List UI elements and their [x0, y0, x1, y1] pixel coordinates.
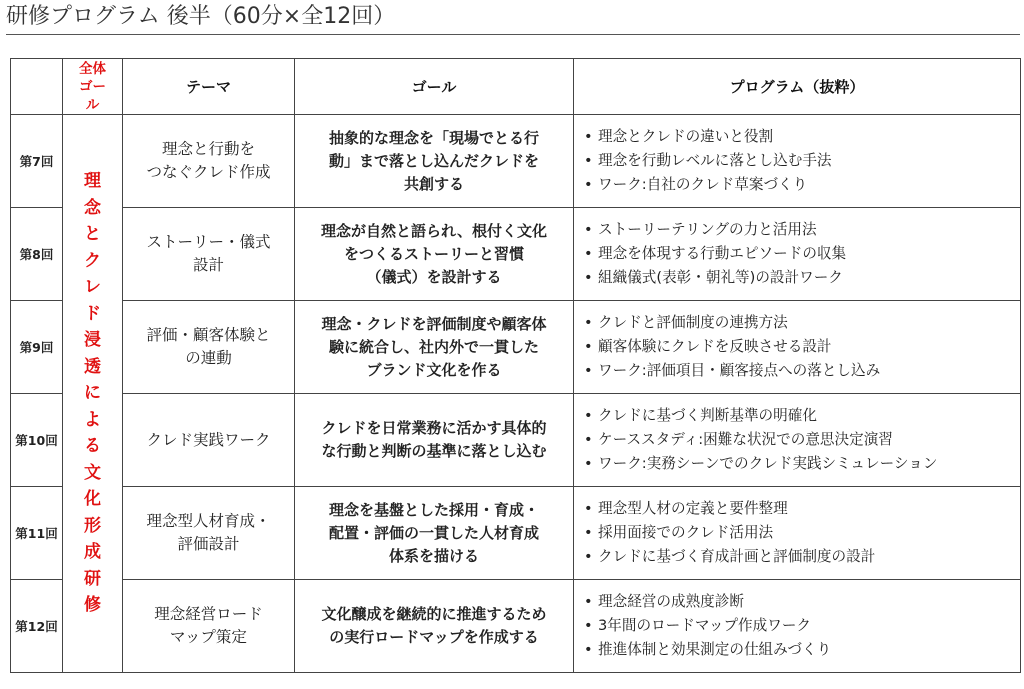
list-item: • クレドに基づく育成計画と評価制度の設計	[598, 545, 1020, 569]
goal-text: 理念を基盤とした採用・育成・ 配置・評価の一貫した人材育成 体系を描ける	[328, 500, 539, 565]
theme-text: クレド実践ワーク	[146, 430, 271, 449]
theme-cell	[123, 208, 295, 301]
theme-cell	[123, 580, 295, 673]
goal-text: 理念・クレドを評価制度や顧客体 験に統合し、社内外で一貫した ブランド文化を作る	[321, 314, 547, 379]
session-number: 第10回	[11, 394, 63, 487]
session-number: 第12回	[11, 580, 63, 673]
list-item: • ストーリーテリングの力と活用法	[598, 218, 1020, 242]
goal-cell	[295, 301, 574, 394]
program-item-list	[580, 404, 1020, 476]
list-item: • 採用面接でのクレド活用法	[598, 521, 1020, 545]
overall-goal-text: 理 念 と ク レ ド 浸 透 に よ る 文 化 形 成 研 修	[84, 171, 101, 616]
list-item: • 理念経営の成熟度診断	[598, 590, 1020, 614]
goal-cell	[295, 487, 574, 580]
header-session-blank	[11, 59, 63, 115]
program-item-list	[580, 590, 1020, 662]
list-item: • 顧客体験にクレドを反映させる設計	[598, 335, 1020, 359]
list-item: • ケーススタディ:困難な状況での意思決定演習	[598, 428, 1020, 452]
goal-cell	[295, 394, 574, 487]
table-row	[11, 208, 1021, 301]
goal-text: 理念が自然と語られ、根付く文化 をつくるストーリーと習慣 （儀式）を設計する	[321, 221, 547, 286]
program-item-list	[580, 125, 1020, 197]
session-number: 第7回	[11, 115, 63, 208]
title-divider	[6, 34, 1020, 35]
overall-goal-cell	[63, 115, 123, 673]
goal-text: 抽象的な理念を「現場でとる行 動」まで落とし込んだクレドを 共創する	[328, 128, 539, 193]
table-row	[11, 301, 1021, 394]
header-program: プログラム（抜粋）	[574, 59, 1021, 115]
list-item: • 理念型人材の定義と要件整理	[598, 497, 1020, 521]
list-item: • ワーク:評価項目・顧客接点への落とし込み	[598, 359, 1020, 383]
table-row	[11, 580, 1021, 673]
theme-text: ストーリー・儀式 設計	[146, 233, 271, 274]
list-item: • 理念とクレドの違いと役割	[598, 125, 1020, 149]
header-goal: ゴール	[295, 59, 574, 115]
theme-text: 評価・顧客体験と の連動	[146, 326, 271, 367]
table-row	[11, 487, 1021, 580]
program-item-list	[580, 311, 1020, 383]
header-overall-goal	[63, 59, 123, 115]
list-item: • 理念を体現する行動エピソードの収集	[598, 242, 1020, 266]
theme-cell	[123, 301, 295, 394]
session-number: 第11回	[11, 487, 63, 580]
program-cell	[574, 580, 1021, 673]
program-item-list	[580, 218, 1020, 290]
session-number: 第9回	[11, 301, 63, 394]
list-item: • クレドと評価制度の連携方法	[598, 311, 1020, 335]
list-item: • 推進体制と効果測定の仕組みづくり	[598, 638, 1020, 662]
program-cell	[574, 487, 1021, 580]
list-item: • 3年間のロードマップ作成ワーク	[598, 614, 1020, 638]
overall-goal-header-label: 全体ゴール	[79, 60, 106, 113]
goal-cell	[295, 580, 574, 673]
session-number: 第8回	[11, 208, 63, 301]
theme-text: 理念経営ロード マップ策定	[154, 605, 263, 646]
table-row	[11, 394, 1021, 487]
theme-text: 理念と行動を つなぐクレド作成	[146, 140, 271, 181]
program-table	[10, 58, 1021, 673]
page-title: 研修プログラム 後半（60分×全12回）	[6, 4, 396, 29]
goal-text: クレドを日常業務に活かす具体的 な行動と判断の基準に落とし込む	[321, 419, 547, 460]
goal-text: 文化醸成を継続的に推進するため の実行ロードマップを作成する	[321, 605, 547, 646]
program-cell	[574, 208, 1021, 301]
theme-text: 理念型人材育成・ 評価設計	[146, 512, 271, 553]
header-theme: テーマ	[123, 59, 295, 115]
theme-cell	[123, 115, 295, 208]
goal-cell	[295, 115, 574, 208]
list-item: • 理念を行動レベルに落とし込む手法	[598, 149, 1020, 173]
list-item: • ワーク:自社のクレド草案づくり	[598, 173, 1020, 197]
program-item-list	[580, 497, 1020, 569]
list-item: • 組織儀式(表彰・朝礼等)の設計ワーク	[598, 266, 1020, 290]
list-item: • ワーク:実務シーンでのクレド実践シミュレーション	[598, 452, 1020, 476]
theme-cell	[123, 394, 295, 487]
list-item: • クレドに基づく判断基準の明確化	[598, 404, 1020, 428]
table-row	[11, 115, 1021, 208]
theme-cell	[123, 487, 295, 580]
goal-cell	[295, 208, 574, 301]
program-cell	[574, 394, 1021, 487]
table-header-row	[11, 59, 1021, 115]
program-cell	[574, 115, 1021, 208]
program-cell	[574, 301, 1021, 394]
